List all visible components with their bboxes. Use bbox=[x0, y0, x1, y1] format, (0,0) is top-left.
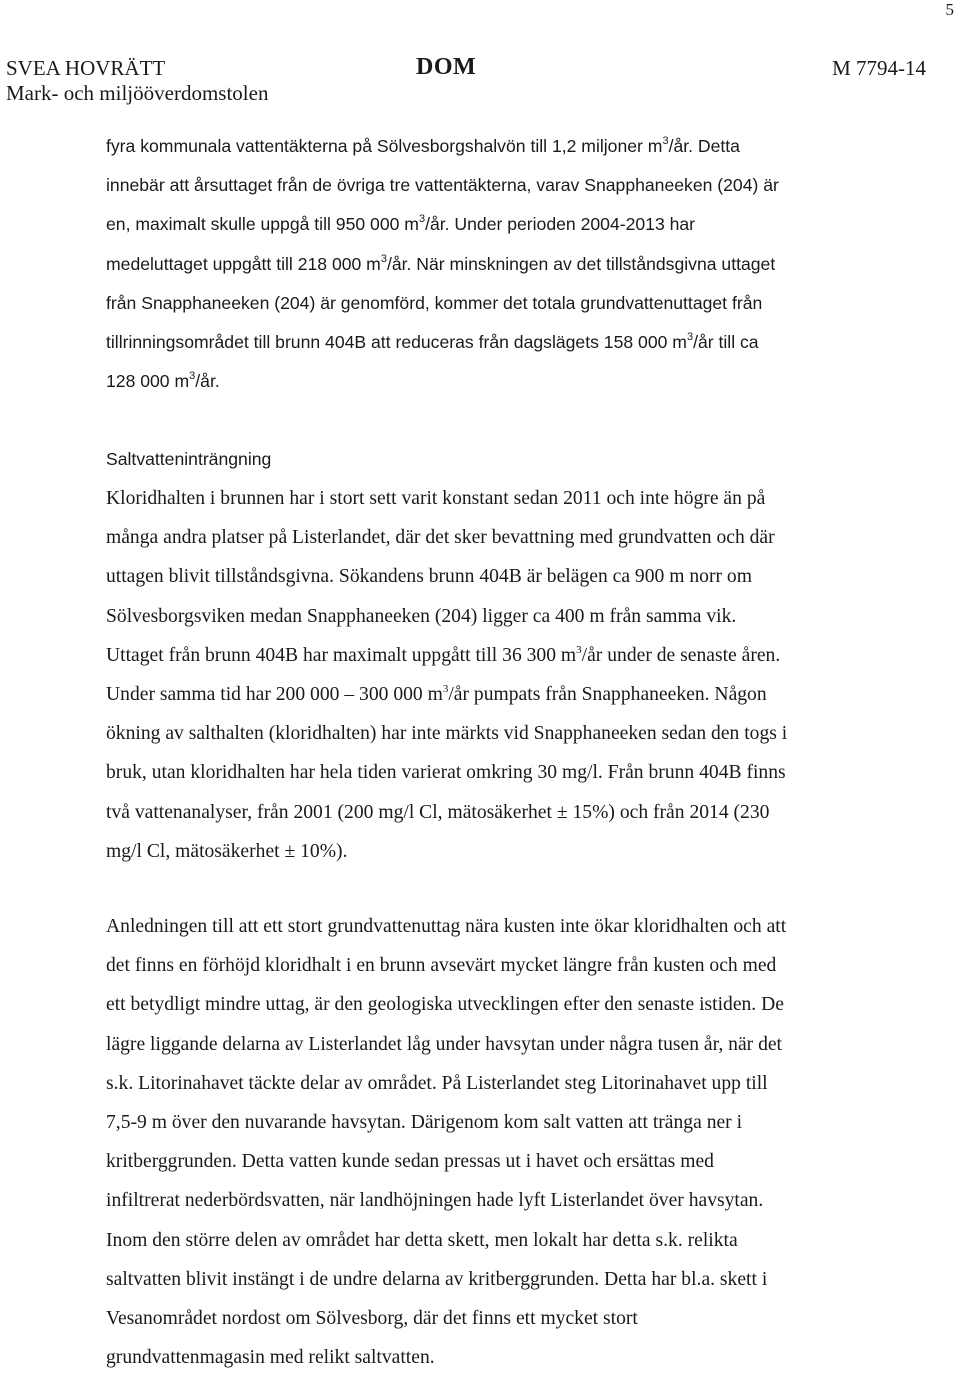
text-line: fyra kommunala vattentäkterna på Sölvesborgshalvön till 1,2 miljoner $m^3/år$. Detta bbox=[106, 135, 740, 156]
text-line: två vattenanalyser, från 2001 (200 mg/l Cl, mätosäkerhet ± 15%) och från 2014 (230 bbox=[106, 801, 770, 823]
text-line: mg/l Cl, mätosäkerhet ± 10%). bbox=[106, 840, 348, 862]
text-line: uttagen blivit tillståndsgivna. Sökandens brunn 404B är belägen ca 900 m norr om bbox=[106, 566, 752, 588]
text-line: saltvatten blivit instängt i de undre delarna av kritberggrunden. Detta har bl.a. skett i bbox=[106, 1268, 768, 1290]
text-line: tillrinningsområdet till brunn 404B att reduceras från dagslägets 158 000 $m^3/år$ till ca bbox=[106, 331, 759, 353]
case-number: M 7794-14 bbox=[832, 56, 926, 80]
text-line: en, maximalt skulle uppgå till 950 000 $m^3/år$. Under perioden 2004-2013 har bbox=[106, 213, 696, 235]
text-line: det finns en förhöjd kloridhalt i en brunn avsevärt mycket längre från kusten och med bbox=[106, 955, 777, 977]
paragraph-geology bbox=[106, 907, 906, 1377]
text-line: infiltrerat nederbördsvatten, när landhöjningen hade lyft Listerlandet över havsytan. bbox=[106, 1190, 764, 1212]
document-type: DOM bbox=[416, 54, 477, 80]
page-number: 5 bbox=[945, 0, 954, 19]
text-line: Under samma tid har 200 000 – 300 000 $m^3/år$ pumpats från Snapphaneeken. Någon bbox=[106, 683, 767, 706]
text-line: 128 000 $m^3/år$. bbox=[106, 370, 220, 392]
paragraph-water-extraction bbox=[106, 127, 906, 401]
text-line: många andra platser på Listerlandet, där det sker bevattning med grundvatten och där bbox=[106, 527, 775, 549]
text-line: Kloridhalten i brunnen har i stort sett varit konstant sedan 2011 och inte högre än på bbox=[106, 488, 766, 509]
text-line: 7,5-9 m över den nuvarande havsytan. Därigenom kom salt vatten att tränga ner i bbox=[106, 1112, 743, 1134]
paragraph-salt-intrusion bbox=[106, 479, 906, 871]
text-line: Sölvesborgsviken medan Snapphaneeken (204) ligger ca 400 m från samma vik. bbox=[106, 605, 737, 627]
text-line: lägre liggande delarna av Listerlandet låg under havsytan under några tusen år, när det bbox=[106, 1033, 783, 1055]
text-line: Vesanområdet nordost om Sölvesborg, där det finns ett mycket stort bbox=[106, 1308, 638, 1330]
court-name: SVEA HOVRÄTT bbox=[6, 56, 166, 80]
text-line: Inom den större delen av området har detta skett, men lokalt har detta s.k. relikta bbox=[106, 1229, 738, 1251]
text-line: Uttaget från brunn 404B har maximalt uppgått till 36 300 $m^3/år$ under de senaste åren. bbox=[106, 643, 781, 666]
text-line: ökning av salthalten (kloridhalten) har inte märkts vid Snapphaneeken sedan den togs i bbox=[106, 723, 788, 745]
text-line: ett betydligt mindre uttag, är den geologiska utvecklingen efter den senaste istiden. De bbox=[106, 994, 784, 1016]
text-line: kritberggrunden. Detta vatten kunde sedan pressas ut i havet och ersättas med bbox=[106, 1151, 714, 1173]
department-name: Mark- och miljööverdomstolen bbox=[6, 81, 269, 105]
text-line: grundvattenmagasin med relikt saltvatten. bbox=[106, 1347, 435, 1369]
text-line: Anledningen till att ett stort grundvattenuttag nära kusten inte ökar kloridhalten och att bbox=[106, 916, 787, 937]
text-line: bruk, utan kloridhalten har hela tiden varierat omkring 30 mg/l. Från brunn 404B finns bbox=[106, 762, 786, 784]
text-line: innebär att årsuttaget från de övriga tre vattentäkterna, varav Snapphaneeken (204) är bbox=[106, 175, 779, 196]
text-line: medeluttaget uppgått till 218 000 $m^3/år$. När minskningen av det tillståndsgivna uttaget bbox=[106, 252, 776, 274]
section-heading: Saltvatteninträngning bbox=[106, 449, 272, 469]
text-line: från Snapphaneeken (204) är genomförd, kommer det totala grundvattenuttaget från bbox=[106, 292, 763, 313]
text-line: s.k. Litorinahavet täckte delar av området. På Listerlandet steg Litorinahavet upp till bbox=[106, 1072, 768, 1094]
